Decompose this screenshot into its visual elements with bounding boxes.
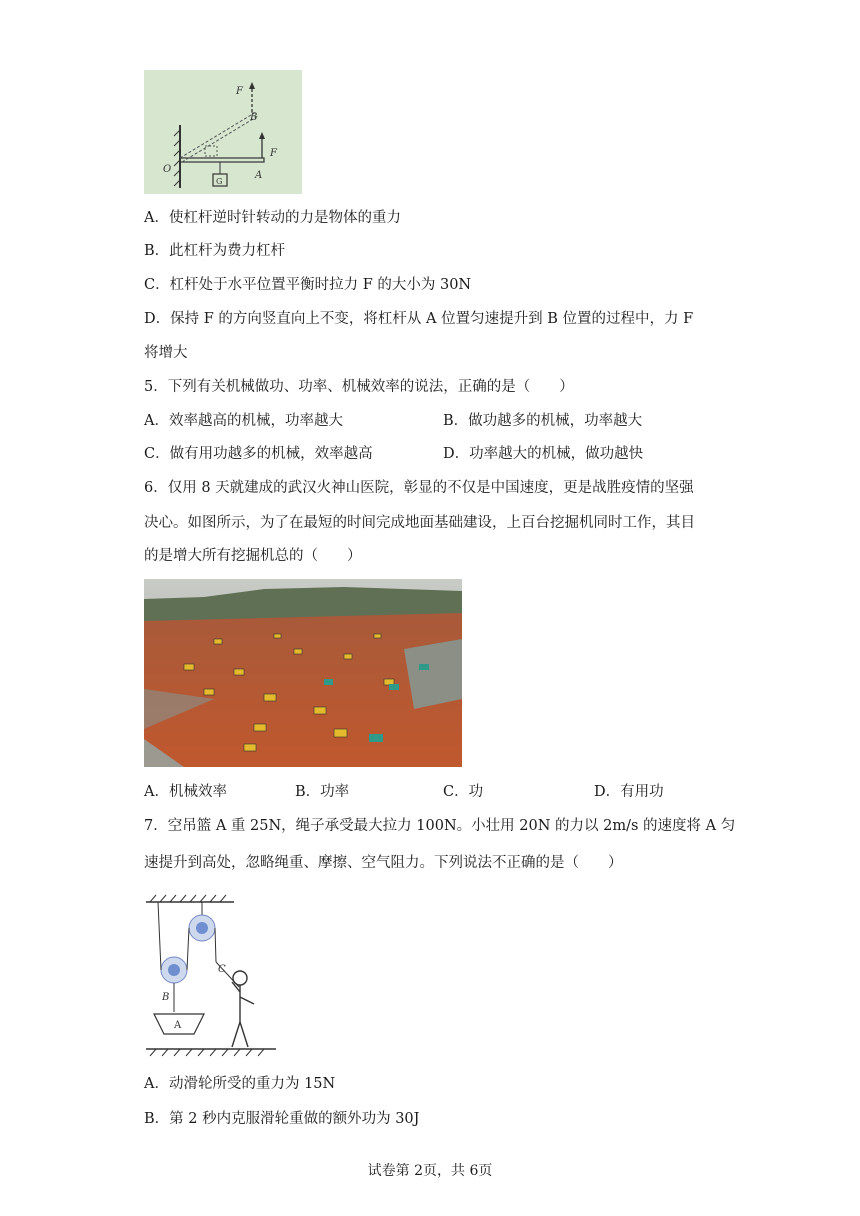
lever-label-G: G: [216, 177, 223, 186]
pulley-label-A: A: [174, 1020, 182, 1031]
lever-label-B: B: [250, 112, 258, 123]
q4-option-a: A．使杠杆逆时针转动的力是物体的重力: [144, 210, 401, 226]
q5-option-d: D．功率越大的机械，做功越快: [443, 446, 644, 462]
q6-option-d: D．有用功: [594, 784, 664, 800]
q4-option-c: C．杠杆处于水平位置平衡时拉力 F 的大小为 30N: [144, 277, 472, 293]
q5-option-a: A．效率越高的机械，功率越大: [144, 413, 343, 429]
pulley-diagram: [144, 892, 280, 1058]
q7-option-a: A．动滑轮所受的重力为 15N: [144, 1076, 336, 1092]
q6-stem-line3: 的是增大所有挖掘机总的（ ）: [144, 548, 362, 564]
q6-option-c: C．功: [443, 784, 484, 800]
q6-stem-line2: 决心。如图所示，为了在最短的时间完成地面基础建设，上百台挖掘机同时工作，其目: [144, 515, 695, 531]
q6-option-b: B．功率: [295, 784, 350, 800]
q5-option-b: B．做功越多的机械，功率越大: [443, 413, 643, 429]
q7-stem-line1: 7．空吊篮 A 重 25N，绳子承受最大拉力 100N。小壮用 20N 的力以 2m/s 的速度将 A 匀: [144, 818, 736, 834]
q6-stem-line1: 6．仅用 8 天就建成的武汉火神山医院，彰显的不仅是中国速度，更是战胜疫情的坚强: [144, 480, 694, 496]
q7-stem-line2: 速提升到高处，忽略绳重、摩擦、空气阻力。下列说法不正确的是（ ）: [144, 855, 623, 871]
lever-label-A: A: [255, 170, 263, 181]
lever-diagram: [144, 70, 302, 194]
q5-stem: 5．下列有关机械做功、功率、机械效率的说法，正确的是（ ）: [144, 379, 574, 395]
construction-site-photo: [144, 579, 462, 767]
pulley-label-B: B: [162, 992, 170, 1003]
lever-label-F-right: F: [270, 148, 277, 159]
lever-label-F-top: F: [236, 86, 243, 97]
q4-option-d-line1: D．保持 F 的方向竖直向上不变，将杠杆从 A 位置匀速提升到 B 位置的过程中，力 F: [144, 311, 694, 327]
q4-option-d-line2: 将增大: [144, 345, 188, 361]
q7-option-b: B．第 2 秒内克服滑轮重做的额外功为 30J: [144, 1111, 420, 1127]
pulley-label-C: C: [218, 964, 226, 975]
q5-option-c: C．做有用功越多的机械，效率越高: [144, 446, 373, 462]
lever-label-O: O: [163, 164, 172, 175]
q4-option-b: B．此杠杆为费力杠杆: [144, 243, 286, 259]
page-footer: 试卷第 2页，共 6页: [367, 1163, 493, 1179]
q6-option-a: A．机械效率: [144, 784, 227, 800]
